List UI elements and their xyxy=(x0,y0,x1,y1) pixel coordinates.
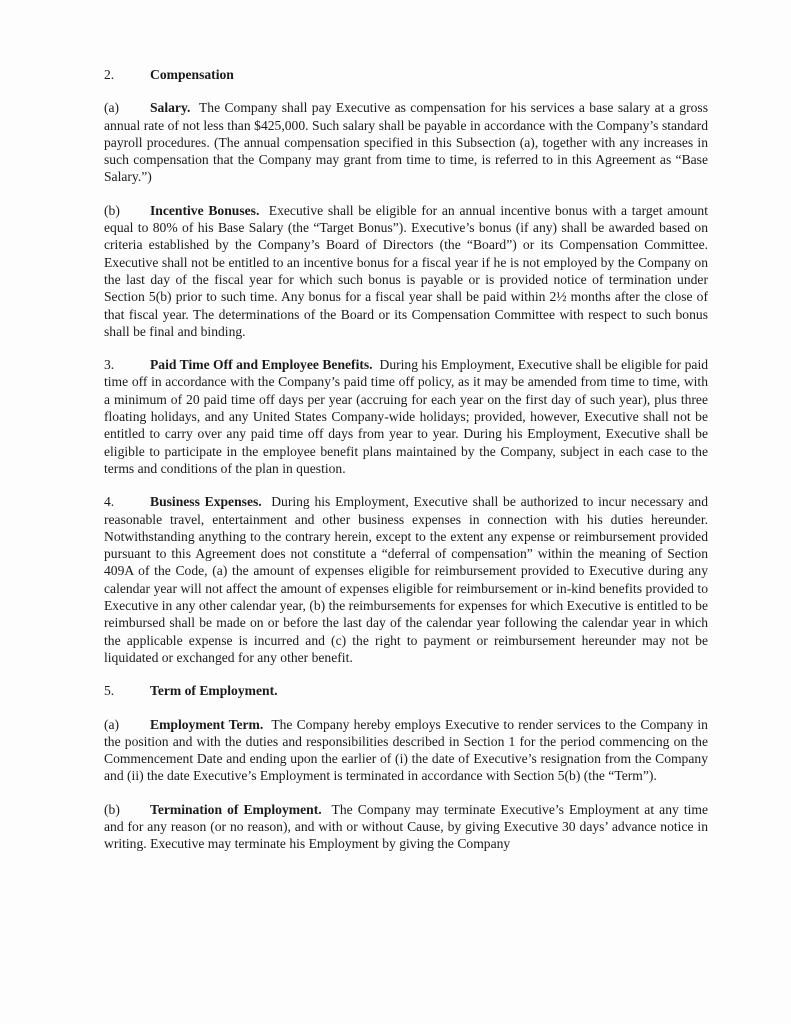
section-title: Compensation xyxy=(150,67,234,82)
subsection-label: (b) xyxy=(104,801,120,817)
title-period: . xyxy=(318,801,322,817)
subsection-title: Incentive Bonuses xyxy=(150,202,256,218)
section-title: Paid Time Off and Employee Benefits. xyxy=(150,357,373,373)
paragraph-text: During his Employment, Executive shall be authorized to incur necessary and reasonable travel, entertainment and other business expenses in connection with his duties hereunder. Notwithstanding anything to the contrary herein, except to the extent any expense or reimbursement provided pursuant to this Agreement does not constitute a “deferral of compensation” within the meaning of Section 409A of the Code, (a) the amount of expenses eligible for reimbursement provided to Executive during any calendar year will not affect the amount of expenses eligible for reimbursement or in-kind benefits provided to Executive in any other calendar year, (b) the reimbursements for expenses for which Executive is entitled to be reimbursed shall be made on or before the last day of the calendar year following the calendar year in which the applicable expense is incurred and (c) the right to payment or reimbursement hereunder may not be liquidated or exchanged for any other benefit. xyxy=(104,494,709,665)
paragraph-text: The Company shall pay Executive as compensation for his services a base salary at a gross annual rate of not less than $425,000. Such salary shall be payable in accordance with the Company’s standard payroll procedures. (The annual compensation specified in this Subsection (a), together with any increases in such compensation that the Company may grant from time to time, is referred to in this Agreement as “Base Salary.”) xyxy=(104,100,708,185)
section-5a-paragraph xyxy=(104,716,708,785)
section-number: 4. xyxy=(104,494,115,510)
paragraph-text: The Company may terminate Executive’s Employment at any time and for any reason (or no reason), and with or without Cause, by giving Executive 30 days’ advance notice in writing. Executive may terminate his Employment by giving the Company xyxy=(104,801,709,852)
section-number: 2. xyxy=(104,67,115,82)
subsection-label: (a) xyxy=(104,100,120,116)
paragraph-text: The Company hereby employs Executive to render services to the Company in the position and with the duties and responsibilities described in Section 1 for the period commencing on the Commencement Date and ending upon the earlier of (i) the date of Executive’s resignation from the Company and (ii) the date Executive’s Employment is terminated in accordance with Section 5(b) (the “Term”). xyxy=(104,716,708,784)
section-5b-paragraph xyxy=(104,801,708,853)
subsection-title: Salary xyxy=(150,100,188,116)
title-period: . xyxy=(187,100,191,116)
paragraph-text: Executive shall be eligible for an annual incentive bonus with a target amount equal to 80% of his Base Salary (the “Target Bonus”). Executive’s bonus (if any) shall be awarded based on criteria established by the Company’s Board of Directors (the “Board”) or its Compensation Committee. Executive shall not be entitled to an incentive bonus for a fiscal year if he is not employed by the Company on the last day of the fiscal year for which such bonus is payable or is provided notice of termination under Section 5(b) prior to such time. Any bonus for a fiscal year shall be paid within 2½ months after the close of that fiscal year. The determinations of the Board or its Compensation Committee with respect to such bonus shall be final and binding. xyxy=(104,202,709,339)
section-number: 3. xyxy=(104,357,115,373)
section-5-heading xyxy=(104,682,708,699)
section-3-paragraph xyxy=(104,356,708,477)
document-body xyxy=(104,66,708,853)
paragraph-text: During his Employment, Executive shall be eligible for paid time off in accordance with the Company’s paid time off policy, as it may be amended from time to time, with a minimum of 20 paid time off days per year (accruing for each year on the first day of such year), plus three floating holidays, and any United States Company-wide holidays; provided, however, Executive shall not be entitled to carry over any paid time off days from year to year. During his Employment, Executive shall be eligible to participate in the employee benefit plans maintained by the Company, subject in each case to the terms and conditions of the plan in question. xyxy=(104,357,709,476)
title-period: . xyxy=(259,716,264,732)
subsection-label: (b) xyxy=(104,202,120,218)
section-number: 5. xyxy=(104,683,115,699)
title-period: . xyxy=(255,202,260,218)
section-2-heading xyxy=(104,66,708,83)
subsection-title: Termination of Employment xyxy=(150,801,319,817)
subsection-title: Employment Term xyxy=(150,716,260,732)
section-2a-paragraph xyxy=(104,99,708,185)
section-title: Term of Employment. xyxy=(150,683,278,699)
section-title: Business Expenses. xyxy=(150,494,262,510)
subsection-label: (a) xyxy=(104,716,120,732)
section-4-paragraph xyxy=(104,493,708,666)
section-2b-paragraph xyxy=(104,202,708,340)
